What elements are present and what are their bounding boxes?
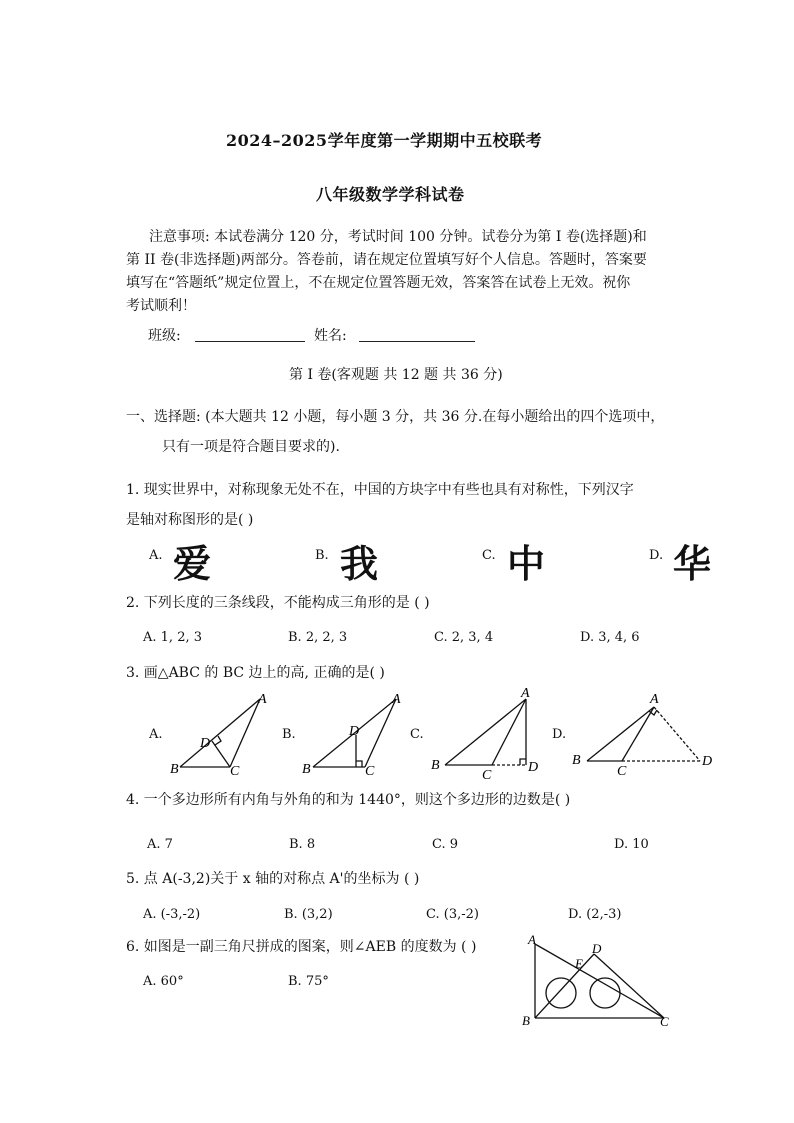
q6-label-e: E <box>575 956 583 971</box>
q1-option-b-letter[interactable]: B. <box>315 548 329 563</box>
q6-option-b[interactable]: B. 75° <box>288 974 329 989</box>
name-field <box>314 325 475 348</box>
q3-a-label-b: B <box>170 762 179 777</box>
q6-circle-right <box>590 978 620 1008</box>
exam-subtitle: 八年级数学学科试卷 <box>316 185 465 204</box>
q3-figure-d <box>587 707 700 761</box>
q3-a-label-d: D <box>200 736 211 751</box>
q6-line-bd <box>535 954 594 1018</box>
notice-line-1: 注意事项: 本试卷满分 120 分，考试时间 100 分钟。试卷分为第 I 卷(选择题)和 <box>149 229 647 245</box>
q1-stem-line-2: 是轴对称图形的是( ) <box>126 512 254 528</box>
name-label: 姓名: <box>314 328 347 344</box>
q4-option-c[interactable]: C. 9 <box>432 837 459 852</box>
q1-option-c-letter[interactable]: C. <box>482 548 496 563</box>
q3-d-label-b: B <box>572 753 581 768</box>
q1-option-d-letter[interactable]: D. <box>649 548 664 563</box>
q2-option-d[interactable]: D. 3, 4, 6 <box>580 630 640 645</box>
q3-option-c-letter[interactable]: C. <box>410 727 424 742</box>
q5-stem: 5. 点 A(-3,2)关于 x 轴的对称点 A'的坐标为 ( ) <box>126 871 420 887</box>
q1-option-a-char: 爱 <box>173 542 212 586</box>
q2-option-a[interactable]: A. 1, 2, 3 <box>143 630 202 645</box>
q6-label-d: D <box>592 941 602 956</box>
q2-option-c[interactable]: C. 2, 3, 4 <box>434 630 494 645</box>
notice-line-4: 考试顺利！ <box>126 298 196 314</box>
q3-c-label-b: B <box>431 758 440 773</box>
q3-a-label-a: A <box>258 692 267 707</box>
q3-a-label-c: C <box>230 764 240 779</box>
q1-option-d-char: 华 <box>673 542 712 586</box>
section-instruction-2: 只有一项是符合题目要求的). <box>162 439 340 455</box>
q3-stem: 3. 画△ABC 的 BC 边上的高, 正确的是( ) <box>126 665 385 681</box>
q3-c-label-d: D <box>528 760 539 775</box>
q5-option-a[interactable]: A. (-3,-2) <box>143 907 201 922</box>
q3-figure-a <box>180 699 260 767</box>
q3-figures <box>160 685 720 785</box>
q6-option-a[interactable]: A. 60° <box>143 974 184 989</box>
q3-option-a-letter[interactable]: A. <box>149 727 163 742</box>
class-field <box>148 325 305 348</box>
q6-stem: 6. 如图是一副三角尺拼成的图案，则∠AEB 的度数为 ( ) <box>126 939 477 955</box>
q3-b-label-b: B <box>302 762 311 777</box>
q5-option-d[interactable]: D. (2,-3) <box>568 907 622 922</box>
name-blank[interactable] <box>359 327 475 342</box>
q1-option-c-char: 中 <box>507 542 546 586</box>
section-heading: 第 I 卷(客观题 共 12 题 共 36 分) <box>289 367 503 383</box>
q6-label-a: A <box>528 932 536 947</box>
q3-d-label-a: A <box>650 692 659 707</box>
q3-b-label-d: D <box>349 724 360 739</box>
q1-option-a-letter[interactable]: A. <box>149 548 163 563</box>
q3-option-d-letter[interactable]: D. <box>552 727 567 742</box>
section-instruction-1: 一、选择题: (本大题共 12 小题，每小题 3 分，共 36 分.在每小题给出的四个选项中， <box>126 409 665 425</box>
q3-c-label-c: C <box>482 768 492 783</box>
q2-stem: 2. 下列长度的三条线段，不能构成三角形的是 ( ) <box>126 595 430 611</box>
q3-b-label-a: A <box>392 692 401 707</box>
q3-b-label-c: C <box>365 764 375 779</box>
q3-d-label-c: C <box>617 764 627 779</box>
q5-option-b[interactable]: B. (3,2) <box>284 907 333 922</box>
q6-figure <box>518 932 688 1032</box>
q4-option-d[interactable]: D. 10 <box>614 837 649 852</box>
q5-option-c[interactable]: C. (3,-2) <box>426 907 479 922</box>
exam-title: 2024–2025学年度第一学期期中五校联考 <box>226 131 543 150</box>
class-blank[interactable] <box>195 327 305 342</box>
q1-option-b-char: 我 <box>340 542 379 586</box>
q3-d-label-d: D <box>702 754 713 769</box>
q3-figure-c <box>445 699 526 765</box>
q6-label-c: C <box>660 1014 669 1029</box>
q6-label-b: B <box>522 1013 530 1028</box>
notice-line-3: 填写在“答题纸”规定位置上，不在规定位置答题无效，答案答在试卷上无效。祝你 <box>126 275 631 291</box>
q6-circle-left <box>546 978 576 1008</box>
q4-option-a[interactable]: A. 7 <box>147 837 173 852</box>
q2-option-b[interactable]: B. 2, 2, 3 <box>288 630 348 645</box>
q1-stem-line-1: 1. 现实世界中，对称现象无处不在，中国的方块字中有些也具有对称性，下列汉字 <box>126 482 634 498</box>
q4-stem: 4. 一个多边形所有内角与外角的和为 1440°，则这个多边形的边数是( ) <box>126 792 571 808</box>
q3-option-b-letter[interactable]: B. <box>282 727 296 742</box>
q3-c-label-a: A <box>521 686 530 701</box>
notice-line-2: 第 II 卷(非选择题)两部分。答卷前，请在规定位置填写好个人信息。答题时，答案要 <box>126 252 647 268</box>
class-label: 班级: <box>148 328 181 344</box>
q4-option-b[interactable]: B. 8 <box>289 837 316 852</box>
